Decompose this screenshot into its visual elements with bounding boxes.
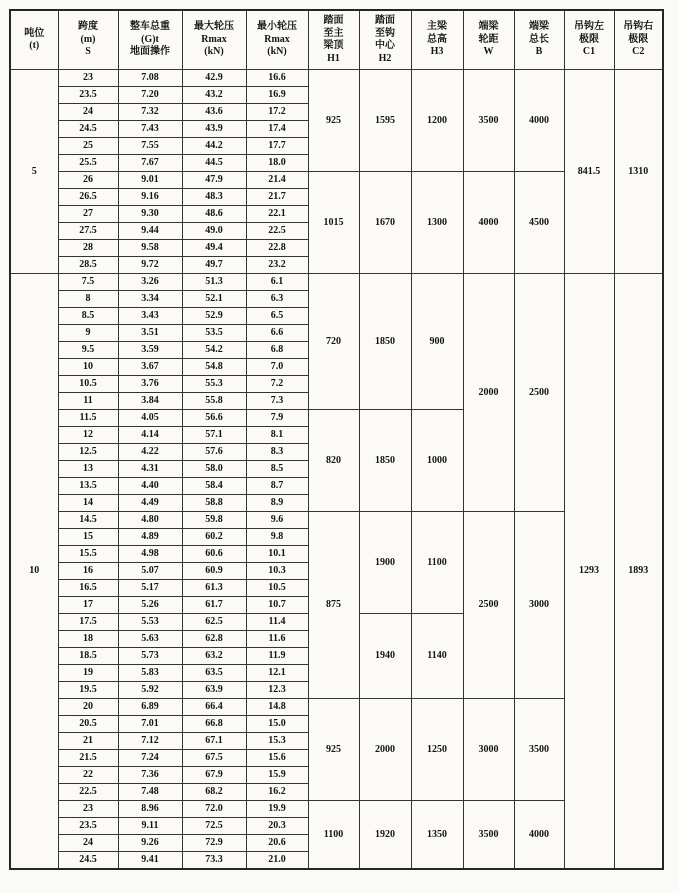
h3-cell: 900 [411, 274, 463, 410]
rmax-cell: 73.3 [182, 852, 246, 870]
header-line: 中心 [375, 40, 395, 51]
weight-cell: 4.80 [118, 512, 182, 529]
span-cell: 23 [58, 801, 118, 818]
span-cell: 8 [58, 291, 118, 308]
rmin-cell: 8.5 [246, 461, 308, 478]
span-cell: 21 [58, 733, 118, 750]
header-row [10, 10, 663, 70]
span-cell: 20.5 [58, 716, 118, 733]
rmin-cell: 10.7 [246, 597, 308, 614]
rmax-cell: 44.5 [182, 155, 246, 172]
weight-cell: 3.34 [118, 291, 182, 308]
span-cell: 8.5 [58, 308, 118, 325]
col-header-min-wheel-pressure [246, 10, 308, 70]
rmax-cell: 58.0 [182, 461, 246, 478]
weight-cell: 7.08 [118, 70, 182, 87]
spec-table [9, 9, 664, 870]
h2-cell: 1670 [359, 172, 411, 274]
header-line: 吊钩左 [574, 21, 604, 33]
w-cell: 3500 [463, 70, 514, 172]
rmax-cell: 43.2 [182, 87, 246, 104]
table-row [10, 274, 663, 291]
header-line: H3 [430, 46, 444, 58]
col-header-h3 [411, 10, 463, 70]
header-line: 踏面 [375, 15, 395, 26]
col-header-h2 [359, 10, 411, 70]
span-cell: 22.5 [58, 784, 118, 801]
b-cell: 4000 [514, 70, 564, 172]
span-cell: 13 [58, 461, 118, 478]
span-cell: 18.5 [58, 648, 118, 665]
rmin-cell: 8.3 [246, 444, 308, 461]
weight-cell: 5.83 [118, 665, 182, 682]
b-cell: 3500 [514, 699, 564, 801]
rmin-cell: 8.1 [246, 427, 308, 444]
b-cell: 4000 [514, 801, 564, 870]
w-cell: 2000 [463, 274, 514, 512]
rmax-cell: 43.9 [182, 121, 246, 138]
b-cell: 3000 [514, 512, 564, 699]
span-cell: 24 [58, 104, 118, 121]
rmax-cell: 44.2 [182, 138, 246, 155]
header-line: 踏面 [323, 15, 344, 26]
col-header-w [463, 10, 514, 70]
header-line: 至钩 [375, 27, 395, 39]
span-cell: 28 [58, 240, 118, 257]
span-cell: 20 [58, 699, 118, 716]
weight-cell: 5.53 [118, 614, 182, 631]
header-line: B [535, 46, 543, 58]
rmax-cell: 63.9 [182, 682, 246, 699]
col-header-max-wheel-pressure [182, 10, 246, 70]
span-cell: 9.5 [58, 342, 118, 359]
rmin-cell: 17.2 [246, 104, 308, 121]
header-line: S [85, 46, 91, 58]
rmin-cell: 15.6 [246, 750, 308, 767]
rmin-cell: 9.6 [246, 512, 308, 529]
weight-cell: 4.89 [118, 529, 182, 546]
weight-cell: 9.16 [118, 189, 182, 206]
weight-cell: 9.26 [118, 835, 182, 852]
w-cell: 2500 [463, 512, 514, 699]
h1-cell: 820 [308, 410, 359, 512]
h3-cell: 1100 [411, 512, 463, 614]
header-line: 跨度 [78, 21, 98, 33]
rmax-cell: 49.4 [182, 240, 246, 257]
header-line: 总高 [427, 33, 447, 45]
h1-cell: 925 [308, 70, 359, 172]
span-cell: 21.5 [58, 750, 118, 767]
span-cell: 22 [58, 767, 118, 784]
rmax-cell: 72.0 [182, 801, 246, 818]
weight-cell: 4.22 [118, 444, 182, 461]
weight-cell: 7.48 [118, 784, 182, 801]
span-cell: 7.5 [58, 274, 118, 291]
span-cell: 26.5 [58, 189, 118, 206]
header-line: H2 [378, 52, 392, 64]
header-line: (G)t [141, 33, 159, 45]
span-cell: 12 [58, 427, 118, 444]
rmin-cell: 21.0 [246, 852, 308, 870]
header-line: C1 [582, 46, 596, 58]
rmax-cell: 61.3 [182, 580, 246, 597]
weight-cell: 3.26 [118, 274, 182, 291]
rmin-cell: 7.2 [246, 376, 308, 393]
col-header-b [514, 10, 564, 70]
rmax-cell: 72.9 [182, 835, 246, 852]
rmin-cell: 8.9 [246, 495, 308, 512]
rmax-cell: 60.9 [182, 563, 246, 580]
weight-cell: 7.36 [118, 767, 182, 784]
weight-cell: 5.26 [118, 597, 182, 614]
span-cell: 9 [58, 325, 118, 342]
header-line: Rmax [201, 33, 227, 45]
rmin-cell: 9.8 [246, 529, 308, 546]
h2-cell: 1850 [359, 410, 411, 512]
h2-cell: 2000 [359, 699, 411, 801]
header-line: (kN) [204, 46, 224, 58]
header-line: 最小轮压 [257, 21, 297, 33]
rmin-cell: 16.2 [246, 784, 308, 801]
span-cell: 26 [58, 172, 118, 189]
rmin-cell: 11.9 [246, 648, 308, 665]
weight-cell: 4.31 [118, 461, 182, 478]
rmin-cell: 6.3 [246, 291, 308, 308]
header-line: 最大轮压 [194, 21, 234, 33]
weight-cell: 5.17 [118, 580, 182, 597]
rmin-cell: 6.1 [246, 274, 308, 291]
rmin-cell: 23.2 [246, 257, 308, 274]
weight-cell: 8.96 [118, 801, 182, 818]
weight-cell: 7.12 [118, 733, 182, 750]
weight-cell: 3.84 [118, 393, 182, 410]
weight-cell: 9.72 [118, 257, 182, 274]
span-cell: 17 [58, 597, 118, 614]
col-header-total-weight [118, 10, 182, 70]
rmin-cell: 10.1 [246, 546, 308, 563]
rmax-cell: 67.5 [182, 750, 246, 767]
h2-cell: 1595 [359, 70, 411, 172]
weight-cell: 4.98 [118, 546, 182, 563]
h1-cell: 720 [308, 274, 359, 410]
h3-cell: 1200 [411, 70, 463, 172]
rmin-cell: 18.0 [246, 155, 308, 172]
span-cell: 16.5 [58, 580, 118, 597]
h3-cell: 1300 [411, 172, 463, 274]
rmax-cell: 66.4 [182, 699, 246, 716]
rmin-cell: 7.9 [246, 410, 308, 427]
h1-cell: 875 [308, 512, 359, 699]
header-line: 端梁 [529, 21, 549, 33]
weight-cell: 9.58 [118, 240, 182, 257]
weight-cell: 5.73 [118, 648, 182, 665]
span-cell: 11.5 [58, 410, 118, 427]
tonnage-cell: 10 [10, 274, 58, 870]
rmax-cell: 58.4 [182, 478, 246, 495]
col-header-tonnage [10, 10, 58, 70]
h2-cell: 1920 [359, 801, 411, 870]
header-line: 吊钩右 [623, 21, 654, 33]
weight-cell: 9.44 [118, 223, 182, 240]
header-line: 梁顶 [323, 40, 344, 51]
weight-cell: 5.63 [118, 631, 182, 648]
header-line: (m) [80, 33, 96, 45]
b-cell: 4500 [514, 172, 564, 274]
rmin-cell: 12.1 [246, 665, 308, 682]
rmax-cell: 43.6 [182, 104, 246, 121]
weight-cell: 7.43 [118, 121, 182, 138]
header-line: 总长 [529, 33, 549, 45]
rmax-cell: 72.5 [182, 818, 246, 835]
span-cell: 24.5 [58, 852, 118, 870]
rmax-cell: 55.3 [182, 376, 246, 393]
weight-cell: 5.07 [118, 563, 182, 580]
rmax-cell: 56.6 [182, 410, 246, 427]
span-cell: 19 [58, 665, 118, 682]
rmin-cell: 20.3 [246, 818, 308, 835]
table-body [10, 70, 663, 870]
weight-cell: 7.55 [118, 138, 182, 155]
span-cell: 11 [58, 393, 118, 410]
col-header-span [58, 10, 118, 70]
weight-cell: 7.32 [118, 104, 182, 121]
rmin-cell: 12.3 [246, 682, 308, 699]
h1-cell: 925 [308, 699, 359, 801]
rmin-cell: 22.5 [246, 223, 308, 240]
weight-cell: 9.01 [118, 172, 182, 189]
span-cell: 17.5 [58, 614, 118, 631]
rmax-cell: 60.2 [182, 529, 246, 546]
header-line: 地面操作 [130, 46, 170, 58]
rmax-cell: 57.6 [182, 444, 246, 461]
c2-cell: 1310 [614, 70, 663, 274]
h1-cell: 1100 [308, 801, 359, 870]
span-cell: 10.5 [58, 376, 118, 393]
w-cell: 4000 [463, 172, 514, 274]
rmin-cell: 19.9 [246, 801, 308, 818]
span-cell: 27.5 [58, 223, 118, 240]
weight-cell: 9.41 [118, 852, 182, 870]
rmin-cell: 20.6 [246, 835, 308, 852]
header-line: 主梁 [427, 21, 447, 33]
c1-cell: 841.5 [564, 70, 614, 274]
header-line: 至主 [323, 27, 344, 39]
rmin-cell: 11.6 [246, 631, 308, 648]
rmax-cell: 63.2 [182, 648, 246, 665]
h2-cell: 1900 [359, 512, 411, 614]
span-cell: 24.5 [58, 121, 118, 138]
span-cell: 24 [58, 835, 118, 852]
rmin-cell: 10.5 [246, 580, 308, 597]
b-cell: 2500 [514, 274, 564, 512]
rmin-cell: 10.3 [246, 563, 308, 580]
c2-cell: 1893 [614, 274, 663, 870]
rmax-cell: 59.8 [182, 512, 246, 529]
rmax-cell: 61.7 [182, 597, 246, 614]
rmax-cell: 60.6 [182, 546, 246, 563]
header-line: 整车总重 [130, 21, 170, 33]
rmax-cell: 63.5 [182, 665, 246, 682]
rmin-cell: 16.9 [246, 87, 308, 104]
rmax-cell: 66.8 [182, 716, 246, 733]
rmin-cell: 21.4 [246, 172, 308, 189]
rmin-cell: 7.0 [246, 359, 308, 376]
rmin-cell: 15.9 [246, 767, 308, 784]
header-line: C2 [632, 46, 645, 58]
weight-cell: 3.76 [118, 376, 182, 393]
w-cell: 3000 [463, 699, 514, 801]
weight-cell: 3.43 [118, 308, 182, 325]
weight-cell: 9.11 [118, 818, 182, 835]
rmax-cell: 67.1 [182, 733, 246, 750]
rmin-cell: 21.7 [246, 189, 308, 206]
rmax-cell: 55.8 [182, 393, 246, 410]
weight-cell: 7.67 [118, 155, 182, 172]
h2-cell: 1940 [359, 614, 411, 699]
span-cell: 13.5 [58, 478, 118, 495]
rmin-cell: 14.8 [246, 699, 308, 716]
rmin-cell: 11.4 [246, 614, 308, 631]
col-header-c1 [564, 10, 614, 70]
rmin-cell: 15.3 [246, 733, 308, 750]
rmin-cell: 7.3 [246, 393, 308, 410]
rmax-cell: 48.6 [182, 206, 246, 223]
header-line: Rmax [264, 33, 290, 45]
rmin-cell: 16.6 [246, 70, 308, 87]
rmax-cell: 67.9 [182, 767, 246, 784]
weight-cell: 5.92 [118, 682, 182, 699]
rmax-cell: 51.3 [182, 274, 246, 291]
rmin-cell: 17.4 [246, 121, 308, 138]
header-line: W [483, 46, 494, 58]
header-line: 吨位 [24, 27, 45, 39]
h3-cell: 1250 [411, 699, 463, 801]
c1-cell: 1293 [564, 274, 614, 870]
rmax-cell: 54.2 [182, 342, 246, 359]
rmin-cell: 22.8 [246, 240, 308, 257]
span-cell: 28.5 [58, 257, 118, 274]
rmax-cell: 53.5 [182, 325, 246, 342]
h1-cell: 1015 [308, 172, 359, 274]
h3-cell: 1000 [411, 410, 463, 512]
rmax-cell: 52.9 [182, 308, 246, 325]
span-cell: 23.5 [58, 87, 118, 104]
rmin-cell: 6.5 [246, 308, 308, 325]
rmax-cell: 62.5 [182, 614, 246, 631]
header-line: 极限 [579, 33, 599, 45]
span-cell: 14 [58, 495, 118, 512]
weight-cell: 4.40 [118, 478, 182, 495]
rmax-cell: 49.0 [182, 223, 246, 240]
tonnage-cell: 5 [10, 70, 58, 274]
weight-cell: 4.49 [118, 495, 182, 512]
col-header-h1 [308, 10, 359, 70]
rmax-cell: 62.8 [182, 631, 246, 648]
span-cell: 15 [58, 529, 118, 546]
rmin-cell: 8.7 [246, 478, 308, 495]
weight-cell: 3.59 [118, 342, 182, 359]
span-cell: 19.5 [58, 682, 118, 699]
rmax-cell: 58.8 [182, 495, 246, 512]
weight-cell: 7.01 [118, 716, 182, 733]
weight-cell: 4.05 [118, 410, 182, 427]
rmax-cell: 68.2 [182, 784, 246, 801]
rmin-cell: 15.0 [246, 716, 308, 733]
span-cell: 23.5 [58, 818, 118, 835]
rmax-cell: 49.7 [182, 257, 246, 274]
span-cell: 14.5 [58, 512, 118, 529]
weight-cell: 9.30 [118, 206, 182, 223]
weight-cell: 6.89 [118, 699, 182, 716]
rmax-cell: 42.9 [182, 70, 246, 87]
h3-cell: 1140 [411, 614, 463, 699]
rmax-cell: 57.1 [182, 427, 246, 444]
header-line: 轮距 [478, 33, 499, 45]
span-cell: 10 [58, 359, 118, 376]
header-line: (kN) [267, 46, 287, 58]
rmin-cell: 17.7 [246, 138, 308, 155]
header-line: (t) [29, 40, 40, 51]
header-line: 极限 [628, 33, 649, 45]
header-line: 端梁 [478, 21, 499, 33]
rmin-cell: 6.8 [246, 342, 308, 359]
rmax-cell: 52.1 [182, 291, 246, 308]
weight-cell: 4.14 [118, 427, 182, 444]
weight-cell: 3.51 [118, 325, 182, 342]
weight-cell: 7.20 [118, 87, 182, 104]
span-cell: 15.5 [58, 546, 118, 563]
h2-cell: 1850 [359, 274, 411, 410]
span-cell: 27 [58, 206, 118, 223]
span-cell: 25 [58, 138, 118, 155]
span-cell: 12.5 [58, 444, 118, 461]
span-cell: 16 [58, 563, 118, 580]
table-header [10, 10, 663, 70]
col-header-c2 [614, 10, 663, 70]
span-cell: 18 [58, 631, 118, 648]
rmax-cell: 48.3 [182, 189, 246, 206]
table-row [10, 70, 663, 87]
weight-cell: 3.67 [118, 359, 182, 376]
span-cell: 25.5 [58, 155, 118, 172]
w-cell: 3500 [463, 801, 514, 870]
rmin-cell: 22.1 [246, 206, 308, 223]
rmin-cell: 6.6 [246, 325, 308, 342]
weight-cell: 7.24 [118, 750, 182, 767]
header-line: H1 [327, 52, 340, 64]
rmax-cell: 54.8 [182, 359, 246, 376]
h3-cell: 1350 [411, 801, 463, 870]
span-cell: 23 [58, 70, 118, 87]
rmax-cell: 47.9 [182, 172, 246, 189]
